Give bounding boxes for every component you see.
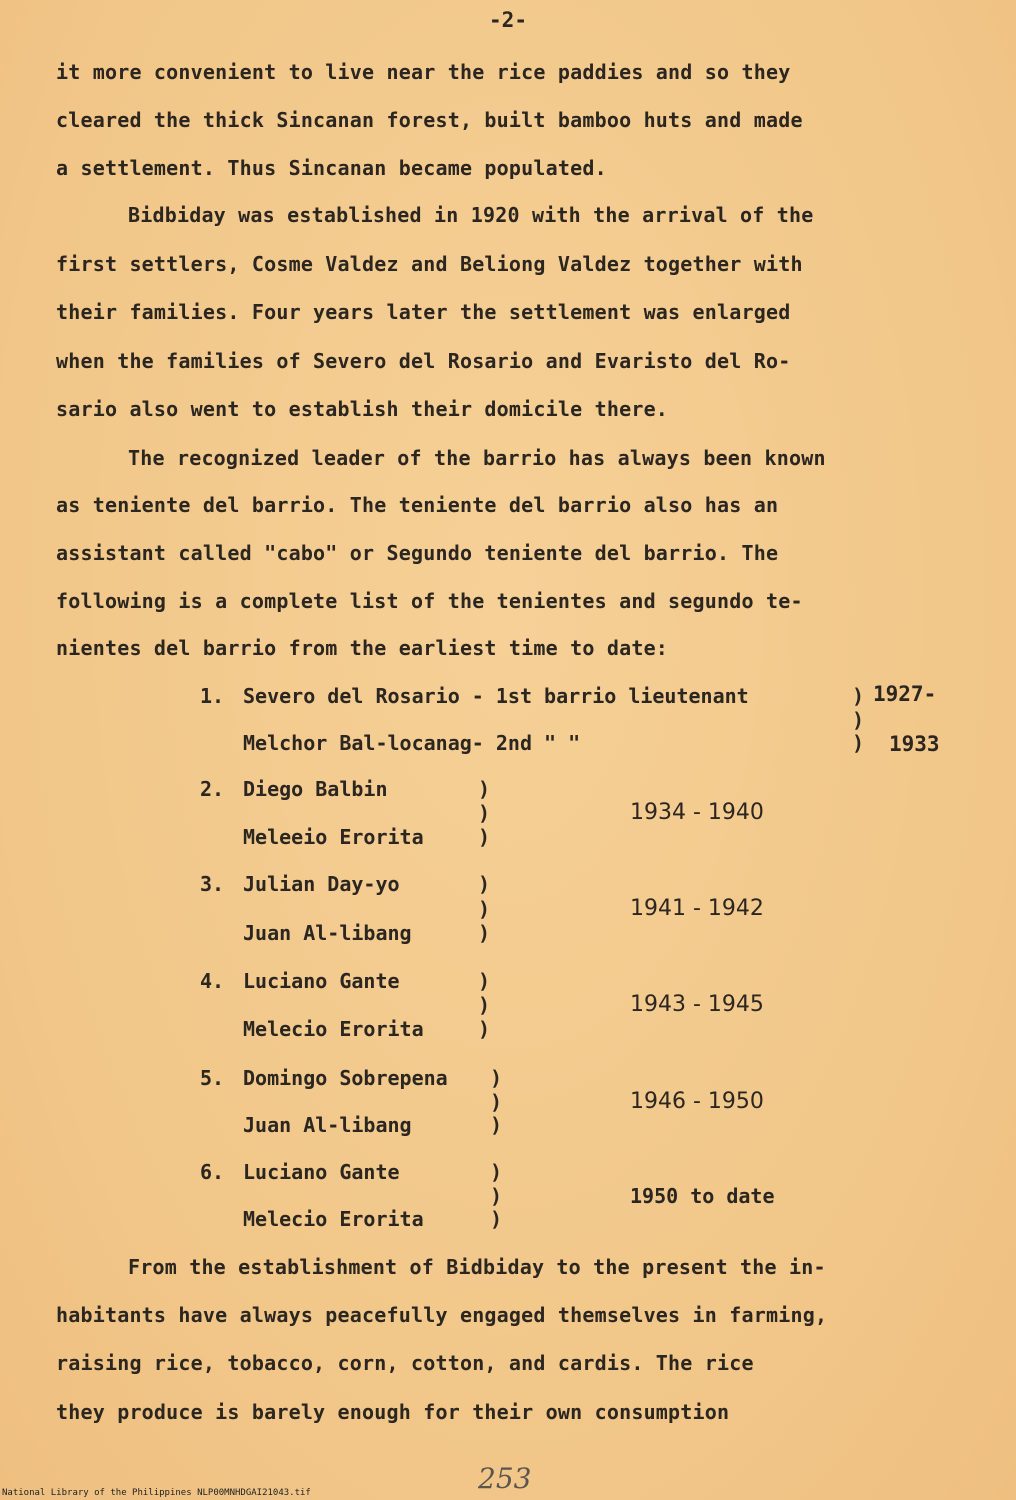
leader-name: Domingo Sobrepena (243, 1066, 448, 1090)
leader-name: Luciano Gante (243, 969, 400, 993)
bracket: ) (478, 993, 491, 1017)
paragraph-line: assistant called "cabo" or Segundo teniente del barrio. The (56, 541, 779, 565)
leader-years: 1933 (889, 732, 940, 756)
paragraph-line: first settlers, Cosme Valdez and Beliong Valdez together with (56, 252, 803, 276)
leader-name: Severo del Rosario - 1st barrio lieutenant (243, 684, 749, 708)
leader-name: Luciano Gante (243, 1160, 400, 1184)
leader-name: Melecio Erorita (243, 1207, 424, 1231)
leader-name: Julian Day-yo (243, 872, 400, 896)
leader-number: 2. (200, 777, 225, 801)
bracket: ) (478, 969, 491, 993)
bracket: ) (478, 777, 491, 801)
paragraph-line: as teniente del barrio. The teniente del barrio also has an (56, 493, 779, 517)
paragraph-line: they produce is barely enough for their own consumption (56, 1400, 730, 1424)
paragraph-line: sario also went to establish their domicile there. (56, 397, 669, 421)
page-number: -2- (489, 8, 527, 32)
bracket: ) (852, 708, 865, 732)
bracket: ) (478, 921, 491, 945)
bracket: ) (490, 1207, 503, 1231)
bracket: ) (490, 1090, 503, 1114)
paragraph-line: it more convenient to live near the rice paddies and so they (56, 60, 791, 84)
leader-number: 6. (200, 1160, 225, 1184)
paragraph-line: when the families of Severo del Rosario and Evaristo del Ro- (56, 349, 791, 373)
leader-years: 1943 - 1945 (630, 992, 764, 1017)
paragraph-line: a settlement. Thus Sincanan became populated. (56, 156, 607, 180)
paragraph-line: nientes del barrio from the earliest time to date: (56, 636, 669, 660)
archive-footer: National Library of the Philippines NLP00MNHDGAI21043.tif (2, 1488, 311, 1498)
bracket: ) (478, 825, 491, 849)
bracket: ) (478, 872, 491, 896)
leader-number: 3. (200, 872, 225, 896)
leader-name: Melchor Bal-locanag- 2nd " " (243, 731, 581, 755)
leader-number: 5. (200, 1066, 225, 1090)
paragraph-line: following is a complete list of the tenientes and segundo te- (56, 589, 803, 613)
bracket: ) (490, 1160, 503, 1184)
bracket: ) (490, 1113, 503, 1137)
leader-years: 1941 - 1942 (630, 896, 764, 921)
leader-number: 4. (200, 969, 225, 993)
leader-years: 1946 - 1950 (630, 1089, 764, 1114)
paragraph-line: raising rice, tobacco, corn, cotton, and cardis. The rice (56, 1351, 754, 1375)
bracket: ) (478, 897, 491, 921)
leader-name: Juan Al-libang (243, 921, 412, 945)
leader-name: Melecio Erorita (243, 1017, 424, 1041)
paragraph-line: From the establishment of Bidbiday to the present the in- (128, 1255, 826, 1279)
paragraph-line: their families. Four years later the settlement was enlarged (56, 300, 791, 324)
leader-name: Juan Al-libang (243, 1113, 412, 1137)
bracket: ) (490, 1184, 503, 1208)
leader-years: 1934 - 1940 (630, 800, 764, 825)
paragraph-line: habitants have always peacefully engaged themselves in farming, (56, 1303, 828, 1327)
bracket: ) (852, 731, 865, 755)
leader-number: 1. (200, 684, 225, 708)
bracket: ) (852, 684, 865, 708)
paragraph-line: cleared the thick Sincanan forest, built bamboo huts and made (56, 108, 803, 132)
bracket: ) (478, 1017, 491, 1041)
paragraph-line: The recognized leader of the barrio has always been known (128, 446, 826, 470)
leader-name: Diego Balbin (243, 777, 388, 801)
leader-name: Meleeio Erorita (243, 825, 424, 849)
bracket: ) (490, 1066, 503, 1090)
bracket: ) (478, 801, 491, 825)
paragraph-line: Bidbiday was established in 1920 with the arrival of the (128, 203, 814, 227)
leader-years: 1927- (873, 682, 937, 706)
leader-years: 1950 to date (630, 1184, 775, 1208)
page-stamp: 253 (478, 1462, 532, 1495)
